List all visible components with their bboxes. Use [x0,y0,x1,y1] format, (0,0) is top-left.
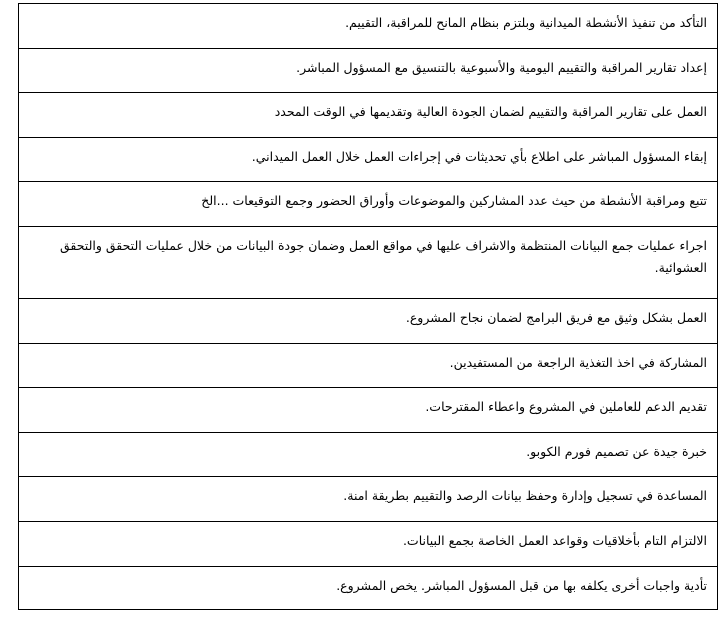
table-row: خبرة جيدة عن تصميم فورم الكوبو. [18,432,718,477]
table-row: العمل على تقارير المراقبة والتقييم لضمان الجودة العالية وتقديمها في الوقت المحدد [18,92,718,137]
table-row: التأكد من تنفيذ الأنشطة الميدانية وبلتزم بنظام المانح للمراقبة، التقييم. [18,3,718,48]
table-row: المساعدة في تسجيل وإدارة وحفظ بيانات الرصد والتقييم بطريقة امنة. [18,476,718,521]
table-row: المشاركة في اخذ التغذية الراجعة من المستفيدين. [18,343,718,388]
table-row: اجراء عمليات جمع البيانات المنتظمة والاشراف عليها في مواقع العمل وضمان جودة البيانات من خلال عمليات التحقق والتحقق العشوائية. [18,226,718,298]
table-row: إعداد تقارير المراقبة والتقييم اليومية والأسبوعية بالتنسيق مع المسؤول المباشر. [18,48,718,93]
table-row: تتبع ومراقبة الأنشطة من حيث عدد المشاركين والموضوعات وأوراق الحضور وجمع التوقيعات ...الخ [18,181,718,226]
table-row: تقديم الدعم للعاملين في المشروع واعطاء المقترحات. [18,387,718,432]
table-row: تأدية واجبات أخرى يكلفه بها من قبل المسؤول المباشر. يخص المشروع. [18,566,718,611]
table-row: إبقاء المسؤول المباشر على اطلاع بأي تحديثات في إجراءات العمل خلال العمل الميداني. [18,137,718,182]
duties-table [18,3,718,610]
table-row: العمل بشكل وثيق مع فريق البرامج لضمان نجاح المشروع. [18,298,718,343]
table-row: الالتزام التام بأخلاقيات وقواعد العمل الخاصة بجمع البيانات. [18,521,718,566]
